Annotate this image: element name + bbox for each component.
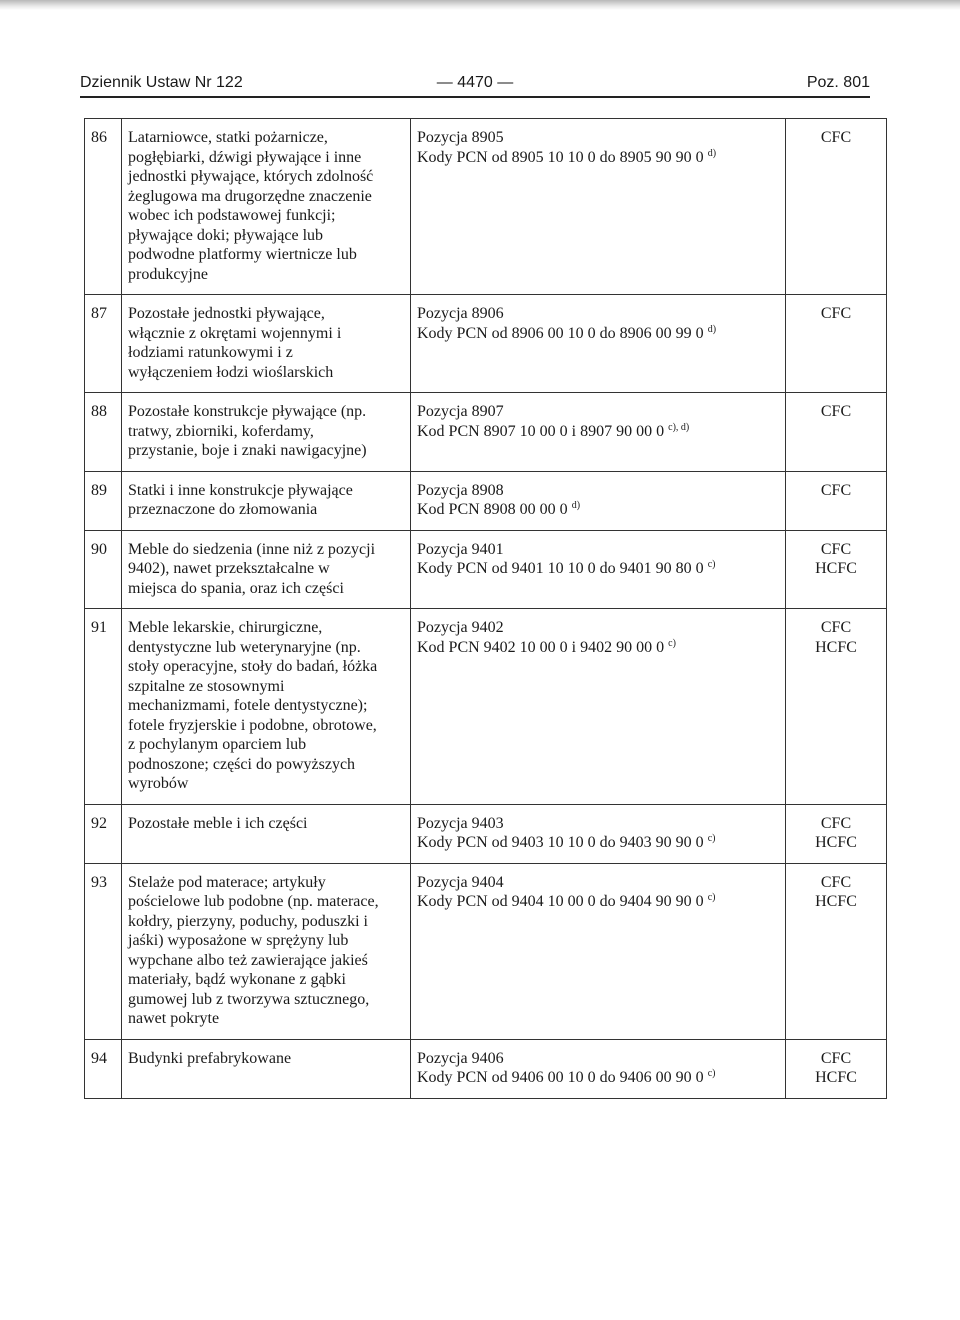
pcn-code-line: [417, 892, 779, 912]
substance-code: HCFC: [815, 1069, 857, 1086]
tariff-code-cell: [411, 119, 786, 295]
product-description: [122, 295, 411, 393]
row-number: 86: [85, 119, 122, 295]
tariff-code-cell: [411, 530, 786, 609]
tariff-code-cell: [411, 295, 786, 393]
pcn-code-line: [417, 638, 779, 658]
description-line: produkcyjne: [128, 265, 208, 283]
table-row: [85, 1039, 887, 1098]
heading-position: Pozycja 8908: [417, 481, 504, 499]
substance-cell: [786, 393, 887, 472]
description-line: Latarniowce, statki pożarnicze,: [128, 129, 328, 146]
description-line: podwodne platformy wiertnicze lub: [128, 246, 357, 263]
description-line: kołdry, pierzyny, poduchy, poduszki i: [128, 912, 368, 930]
row-number: 90: [85, 530, 122, 609]
substance-cell: [786, 804, 887, 863]
table-row: [85, 609, 887, 805]
pcn-code-line: [417, 833, 779, 853]
row-number: 93: [85, 863, 122, 1039]
substance-code: CFC: [820, 873, 852, 891]
description-line: Pozostałe meble i ich części: [128, 814, 308, 832]
tariff-code-cell: [411, 804, 786, 863]
row-number: 87: [85, 295, 122, 393]
pcn-code: Kod PCN 8908 00 00 0: [417, 501, 568, 518]
substance-code: HCFC: [815, 560, 857, 577]
journal-title: Dziennik Ustaw Nr 122: [80, 74, 243, 91]
description-line: jednostki pływające, których zdolność: [128, 168, 374, 185]
pcn-code: Kod PCN 9402 10 00 0 i 9402 90 00 0: [417, 638, 665, 656]
table-row: [85, 530, 887, 609]
description-line: wyrobów: [128, 775, 189, 792]
product-description: [122, 609, 411, 805]
description-line: materiały, bądź wykonane z gąbki: [128, 971, 346, 988]
description-line: łodziami ratunkowymi i z: [128, 344, 293, 361]
pcn-code: Kody PCN od 8905 10 10 0 do 8905 90 90 0: [417, 148, 704, 166]
substance-code: CFC: [820, 540, 852, 558]
substance-code: CFC: [820, 403, 852, 420]
table-row: [85, 295, 887, 393]
product-description: [122, 863, 411, 1039]
description-line: Pozostałe konstrukcje pływające (np.: [128, 403, 367, 420]
heading-position: Pozycja 9402: [417, 619, 504, 636]
substance-code: HCFC: [815, 893, 857, 910]
page-number: — 4470 —: [436, 74, 514, 91]
footnote-marker: d): [707, 147, 717, 159]
substance-code: CFC: [820, 481, 852, 499]
description-line: Budynki prefabrykowane: [128, 1049, 292, 1067]
description-line: pogłębiarki, dźwigi pływające i inne: [128, 148, 362, 166]
product-table: [84, 118, 887, 1099]
description-line: dentystyczne lub weterynaryjne (np.: [128, 638, 361, 656]
footnote-marker: c): [707, 559, 716, 570]
pcn-code-line: [417, 500, 779, 520]
substance-cell: [786, 530, 887, 609]
footnote-marker: d): [707, 323, 717, 335]
description-line: Statki i inne konstrukcje pływające: [128, 481, 353, 499]
footnote-marker: c): [707, 1068, 716, 1079]
tariff-code-cell: [411, 609, 786, 805]
description-line: gumowej lub z tworzywa sztucznego,: [128, 990, 370, 1008]
product-description: [122, 804, 411, 863]
table-row: [85, 863, 887, 1039]
row-number: 91: [85, 609, 122, 805]
description-line: z pochylanym oparciem lub: [128, 736, 307, 753]
product-description: [122, 471, 411, 530]
heading-position: Pozycja 9401: [417, 540, 504, 558]
row-number: 89: [85, 471, 122, 530]
tariff-code-cell: [411, 393, 786, 472]
product-description: [122, 1039, 411, 1098]
substance-cell: [786, 609, 887, 805]
product-description: [122, 530, 411, 609]
substance-cell: [786, 1039, 887, 1098]
product-description: [122, 393, 411, 472]
substance-code: CFC: [820, 619, 852, 636]
description-line: jaśki) wyposażone w sprężyny lub: [128, 932, 349, 949]
description-line: 9402), nawet przekształcalne w: [128, 560, 330, 577]
footnote-marker: c): [707, 833, 716, 844]
pcn-code: Kody PCN od 9401 10 10 0 do 9401 90 80 0: [417, 560, 704, 577]
substance-code: CFC: [820, 305, 852, 322]
tariff-code-cell: [411, 1039, 786, 1098]
row-number: 94: [85, 1039, 122, 1098]
footnote-marker: d): [571, 500, 581, 511]
pcn-code-line: [417, 324, 779, 344]
description-line: pływające doki; pływające lub: [128, 226, 324, 244]
pcn-code: Kody PCN od 9406 00 10 0 do 9406 00 90 0: [417, 1069, 704, 1086]
header-rule: [80, 96, 870, 98]
substance-cell: [786, 471, 887, 530]
pcn-code: Kod PCN 8907 10 00 0 i 8907 90 00 0: [417, 422, 665, 440]
table-row: [85, 804, 887, 863]
description-line: Stelaże pod materace; artykuły: [128, 873, 326, 891]
heading-position: Pozycja 8907: [417, 403, 504, 420]
substance-cell: [786, 119, 887, 295]
heading-position: Pozycja 9404: [417, 873, 504, 891]
product-description: [122, 119, 411, 295]
description-line: nawet pokryte: [128, 1010, 220, 1027]
description-line: miejsca do spania, oraz ich części: [128, 579, 344, 597]
description-line: mechanizmami, fotele dentystyczne);: [128, 697, 368, 714]
footnote-marker: c): [668, 637, 676, 649]
table-row: [85, 471, 887, 530]
pcn-code-line: [417, 1068, 779, 1088]
description-line: Meble lekarskie, chirurgiczne,: [128, 619, 323, 636]
page-header: [80, 74, 870, 98]
position-number: Poz. 801: [806, 74, 870, 91]
table-row: [85, 119, 887, 295]
pcn-code-line: [417, 422, 779, 442]
substance-cell: [786, 295, 887, 393]
substance-code: CFC: [820, 814, 852, 832]
description-line: stoły operacyjne, stoły do badań, łóżka: [128, 658, 378, 675]
pcn-code-line: [417, 559, 779, 579]
description-line: przeznaczone do złomowania: [128, 501, 318, 518]
pcn-code: Kody PCN od 8906 00 10 0 do 8906 00 99 0: [417, 324, 704, 342]
substance-code: CFC: [820, 129, 852, 146]
heading-position: Pozycja 9406: [417, 1049, 504, 1067]
description-line: fotele fryzjerskie i podobne, obrotowe,: [128, 716, 377, 734]
table-row: [85, 393, 887, 472]
description-line: Pozostałe jednostki pływające,: [128, 305, 325, 322]
scan-top-edge: [0, 0, 960, 10]
row-number: 92: [85, 804, 122, 863]
description-line: Meble do siedzenia (inne niż z pozycji: [128, 540, 376, 558]
tariff-code-cell: [411, 863, 786, 1039]
description-line: szpitalne ze stosownymi: [128, 677, 285, 695]
footnote-marker: c): [707, 892, 716, 903]
pcn-code: Kody PCN od 9404 10 00 0 do 9404 90 90 0: [417, 893, 704, 910]
description-line: wyłączeniem łodzi wioślarskich: [128, 363, 334, 381]
row-number: 88: [85, 393, 122, 472]
substance-code: HCFC: [815, 638, 857, 656]
substance-code: CFC: [820, 1049, 852, 1067]
description-line: przystanie, boje i znaki nawigacyjne): [128, 442, 367, 459]
pcn-code: Kody PCN od 9403 10 10 0 do 9403 90 90 0: [417, 834, 704, 851]
description-line: podnoszone; części do powyższych: [128, 755, 356, 773]
tariff-code-cell: [411, 471, 786, 530]
description-line: wobec ich podstawowej funkcji;: [128, 207, 336, 224]
description-line: żeglugowa ma drugorzędne znaczenie: [128, 187, 372, 205]
heading-position: Pozycja 8905: [417, 129, 504, 146]
substance-cell: [786, 863, 887, 1039]
footnote-marker: c), d): [668, 421, 690, 433]
description-line: tratwy, zbiorniki, koferdamy,: [128, 422, 314, 440]
substance-code: HCFC: [815, 834, 857, 851]
heading-position: Pozycja 8906: [417, 305, 504, 322]
description-line: wypchane albo też zawierające jakieś: [128, 951, 368, 969]
pcn-code-line: [417, 148, 779, 168]
description-line: pościelowe lub podobne (np. materace,: [128, 893, 379, 910]
description-line: włącznie z okrętami wojennymi i: [128, 324, 342, 342]
heading-position: Pozycja 9403: [417, 814, 504, 832]
